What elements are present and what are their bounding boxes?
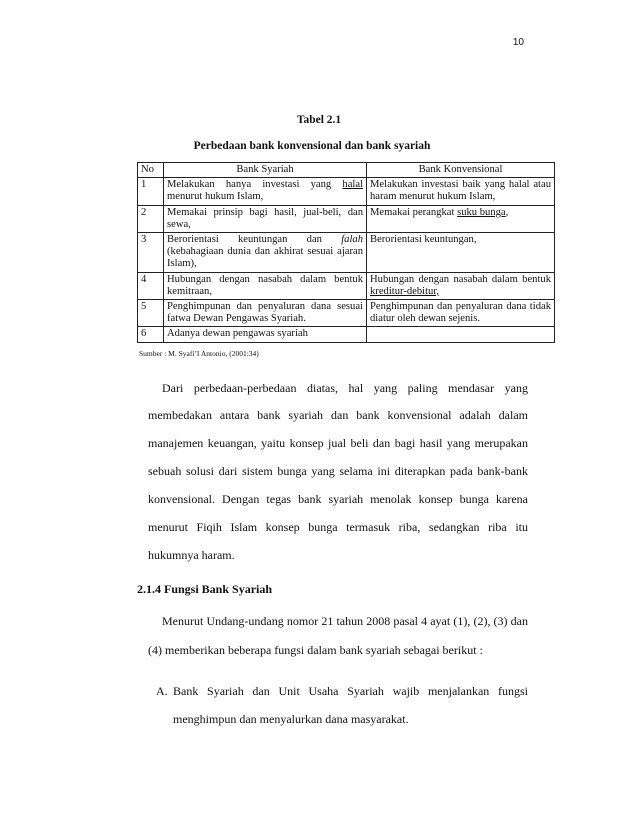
paragraph-body: membedakan antara bank syariah dan bank konvensional adalah dalam manajemen keuangan, yaitu konsep jual beli dan bagi hasil yang merupakan sebuah solusi dari sistem bunga yang selama ini diterapkan pada bank-bank konvensional. Dengan tegas bank syariah menolak konsep bunga karena menurut Fiqih Islam konsep bunga termasuk riba, sedangkan riba itu hukumnya haram. [148, 408, 528, 562]
section-heading: 2.1.4 Fungsi Bank Syariah [137, 582, 273, 596]
syariah-cell: Melakukan hanya investasi yang halal menurut hukum Islam, [164, 178, 367, 205]
row-number: 4 [138, 272, 164, 299]
row-number: 5 [138, 300, 164, 327]
list-marker: A. [156, 684, 168, 698]
row-number: 3 [138, 233, 164, 273]
syariah-cell: Penghimpunan dan penyaluran dana sesuai fatwa Dewan Pengawas Syariah. [164, 300, 367, 327]
table-row [138, 300, 555, 327]
table-header-row [138, 163, 555, 178]
table-row [138, 233, 555, 273]
section-paragraph-first-line: Menurut Undang-undang nomor 21 tahun 2008 pasal 4 ayat (1), (2), (3) dan [162, 614, 528, 628]
list-item-second-line: menghimpun dan menyalurkan dana masyarakat. [173, 712, 409, 726]
table-source: Sumber : M. Syafi’I Antonio, (2001:34) [139, 349, 259, 358]
header-no: No [138, 163, 164, 178]
comparison-table [137, 162, 555, 343]
konvensional-cell: Penghimpunan dan penyaluran dana tidak diatur oleh dewan sejenis. [367, 300, 555, 327]
syariah-cell: Memakai prinsip bagi hasil, jual-beli, dan sewa, [164, 205, 367, 232]
syariah-cell: Berorientasi keuntungan dan falah (kebahagiaan dunia dan akhirat sesuai ajaran Islam), [164, 233, 367, 273]
konvensional-cell: Melakukan investasi baik yang halal atau haram menurut hukum Islam, [367, 178, 555, 205]
konvensional-cell: Memakai perangkat suku bunga, [367, 205, 555, 232]
konvensional-cell: Hubungan dengan nasabah dalam bentuk kreditur-debitur, [367, 272, 555, 299]
row-number: 6 [138, 327, 164, 342]
row-number: 1 [138, 178, 164, 205]
table-row [138, 272, 555, 299]
table-row [138, 205, 555, 232]
header-bank-konvensional: Bank Konvensional [367, 163, 555, 178]
paragraph-first-line: Dari perbedaan-perbedaan diatas, hal yang paling mendasar yang [162, 381, 528, 395]
table-row [138, 327, 555, 342]
table-row [138, 178, 555, 205]
table-subtitle: Perbedaan bank konvensional dan bank syariah [193, 140, 431, 152]
konvensional-cell [367, 327, 555, 342]
header-bank-syariah: Bank Syariah [164, 163, 367, 178]
konvensional-cell: Berorientasi keuntungan, [367, 233, 555, 273]
syariah-cell: Hubungan dengan nasabah dalam bentuk kemitraan, [164, 272, 367, 299]
list-item-first-line: Bank Syariah dan Unit Usaha Syariah wajib menjalankan fungsi [173, 684, 528, 698]
syariah-cell: Adanya dewan pengawas syariah [164, 327, 367, 342]
page-number: 10 [512, 37, 524, 48]
table-title: Tabel 2.1 [296, 114, 342, 126]
section-paragraph-second-line: (4) memberikan beberapa fungsi dalam bank syariah sebagai berikut : [148, 643, 483, 657]
list-item [156, 684, 168, 699]
row-number: 2 [138, 205, 164, 232]
